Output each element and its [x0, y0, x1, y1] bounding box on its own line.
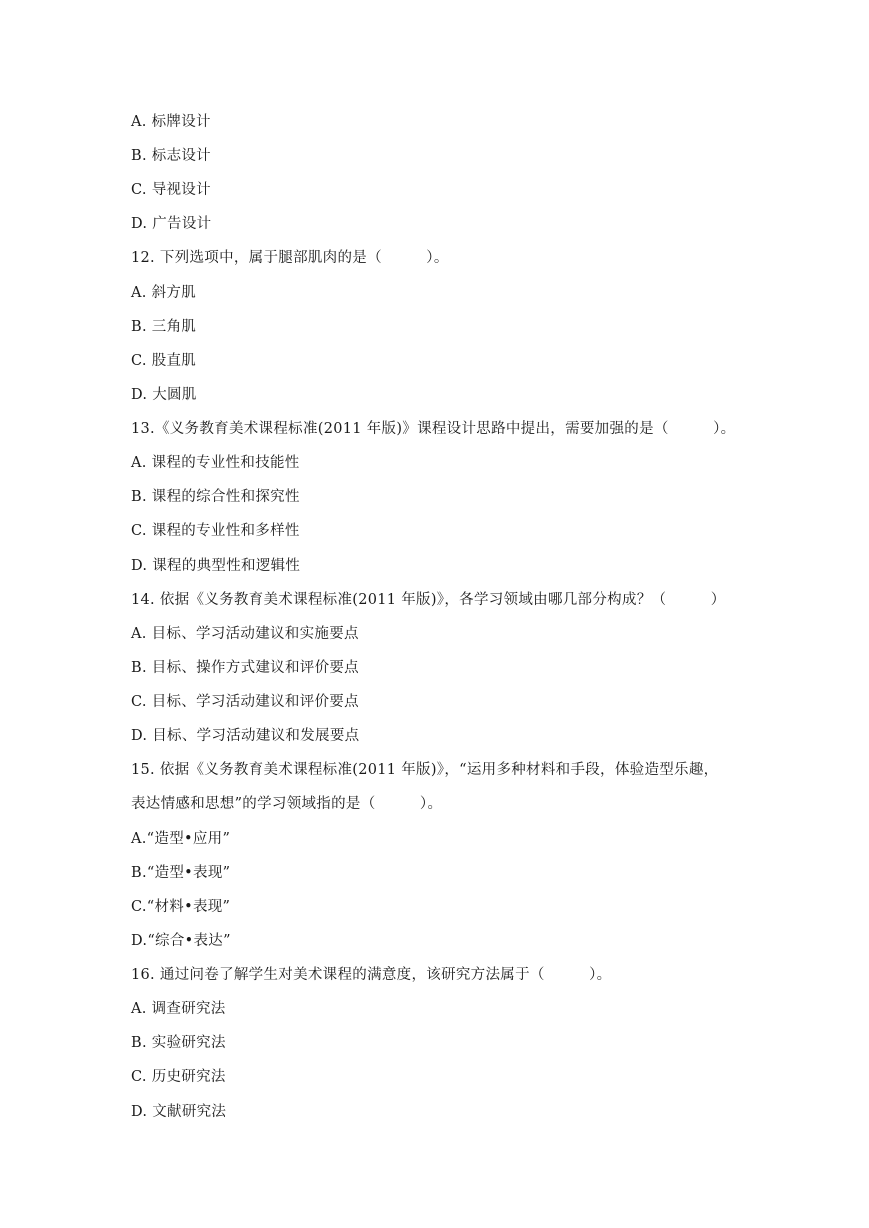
q12-option-a: A. 斜方肌 — [131, 285, 196, 301]
q13-option-d: D. 课程的典型性和逻辑性 — [131, 558, 301, 574]
q15-option-d: D.“综合•表达” — [131, 933, 231, 949]
q14-option-d: D. 目标、学习活动建议和发展要点 — [131, 728, 360, 744]
q13-option-b: B. 课程的综合性和探究性 — [131, 489, 300, 505]
question-14: 14. 依据《义务教育美术课程标准(2011 年版)》，各学习领域由哪几部分构成？（ ） — [131, 592, 726, 608]
question-15: 15. 依据《义务教育美术课程标准(2011 年版)》，“运用多种材料和手段，体验造型乐趣， — [131, 762, 719, 778]
q15-option-b: B.“造型•表现” — [131, 865, 231, 881]
question-15-continued: 表达情感和思想”的学习领域指的是（ ）。 — [131, 796, 443, 812]
q15-option-c: C.“材料•表现” — [131, 899, 231, 915]
q13-option-c: C. 课程的专业性和多样性 — [131, 523, 300, 539]
question-13: 13.《义务教育美术课程标准(2011 年版)》课程设计思路中提出，需要加强的是（ ）。 — [131, 421, 736, 437]
q13-option-a: A. 课程的专业性和技能性 — [131, 455, 300, 471]
q11-option-a: A. 标牌设计 — [131, 114, 211, 130]
question-16: 16. 通过问卷了解学生对美术课程的满意度，该研究方法属于（ ）。 — [131, 967, 612, 983]
q12-option-d: D. 大圆肌 — [131, 387, 197, 403]
q11-option-d: D. 广告设计 — [131, 216, 212, 232]
q12-option-c: C. 股直肌 — [131, 353, 197, 369]
q14-option-b: B. 目标、操作方式建议和评价要点 — [131, 660, 359, 676]
q11-option-c: C. 导视设计 — [131, 182, 211, 198]
q16-option-d: D. 文献研究法 — [131, 1104, 227, 1120]
q14-option-c: C. 目标、学习活动建议和评价要点 — [131, 694, 359, 710]
q16-option-c: C. 历史研究法 — [131, 1069, 226, 1085]
q14-option-a: A. 目标、学习活动建议和实施要点 — [131, 626, 359, 642]
q15-option-a: A.“造型•应用” — [131, 831, 231, 847]
q16-option-b: B. 实验研究法 — [131, 1035, 226, 1051]
q12-option-b: B. 三角肌 — [131, 319, 197, 335]
question-12: 12. 下列选项中，属于腿部肌肉的是（ ）。 — [131, 250, 449, 266]
q11-option-b: B. 标志设计 — [131, 148, 211, 164]
q16-option-a: A. 调查研究法 — [131, 1001, 226, 1017]
